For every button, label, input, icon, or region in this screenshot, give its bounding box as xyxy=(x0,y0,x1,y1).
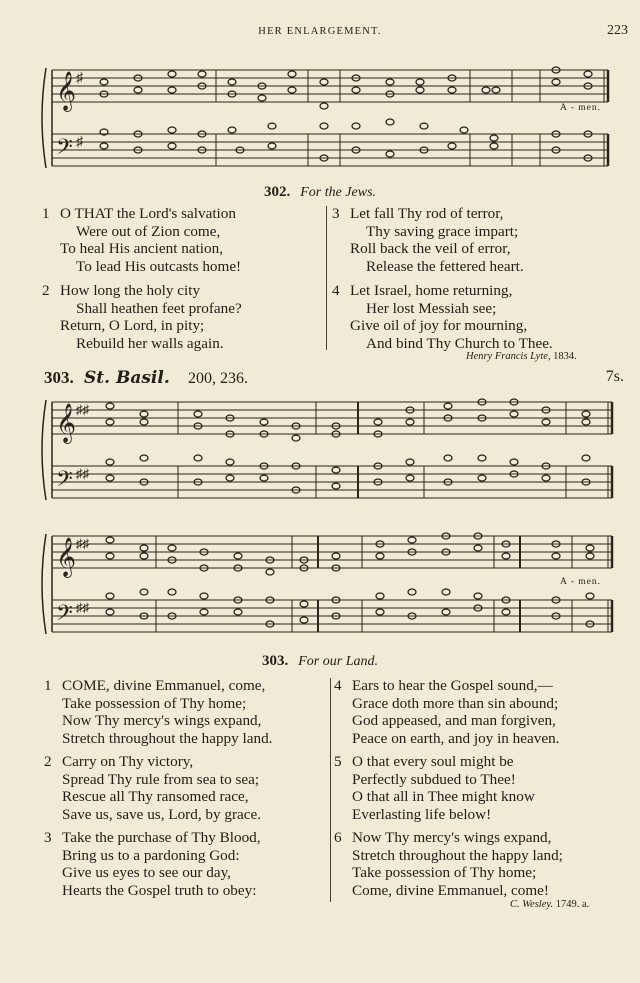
tune-header xyxy=(44,368,624,388)
column-divider xyxy=(326,206,327,350)
hymn-302-verse-3 xyxy=(332,205,524,275)
verse-number: 2 xyxy=(44,753,52,770)
svg-text:♯♯: ♯♯ xyxy=(76,466,89,481)
amen-label: A - men. xyxy=(560,103,601,113)
verse-line: Take possession of Thy home; xyxy=(352,864,537,881)
music-system-303-b xyxy=(0,526,640,642)
verse-line: Save us, save us, Lord, by grace. xyxy=(62,805,262,823)
verse-line: To lead His outcasts home! xyxy=(76,257,242,275)
hymn-303-attribution xyxy=(510,899,589,910)
music-system-302 xyxy=(0,62,640,172)
verse-line: Rescue all Thy ransomed race, xyxy=(62,788,249,805)
verse-line: Grace doth more than sin abound; xyxy=(352,694,559,712)
verse-line: Her lost Messiah see; xyxy=(366,299,497,317)
svg-text:♯: ♯ xyxy=(76,135,83,150)
verse-line: Release the fettered heart. xyxy=(366,257,524,275)
verse-line: Return, O Lord, in pity; xyxy=(60,317,205,334)
verse-line: Stretch throughout the happy land; xyxy=(352,846,563,864)
verse-line: Peace on earth, and joy in heaven. xyxy=(352,729,560,747)
svg-text:𝄞: 𝄞 xyxy=(56,71,77,111)
verse-line: Now Thy mercy's wings expand, xyxy=(62,712,262,729)
verse-line: Now Thy mercy's wings expand, xyxy=(352,829,552,846)
verse-line: God appeased, and man forgiven, xyxy=(352,712,556,729)
column-divider xyxy=(330,678,331,902)
verse-line: How long the holy city xyxy=(60,282,201,299)
verse-line: O that every soul might be xyxy=(352,753,514,770)
verse-number: 2 xyxy=(42,282,50,299)
verse-line: Take possession of Thy home; xyxy=(62,694,247,712)
svg-text:𝄢: 𝄢 xyxy=(56,135,73,165)
hymn-303-verse-2 xyxy=(44,753,262,823)
verse-line: Hearts the Gospel truth to obey: xyxy=(62,881,257,899)
verse-number: 6 xyxy=(334,829,342,846)
verse-line: Rebuild her walls again. xyxy=(76,334,224,352)
verse-line: Were out of Zion come, xyxy=(76,222,221,240)
verse-number: 1 xyxy=(42,205,50,222)
svg-text:♯♯: ♯♯ xyxy=(76,536,89,551)
verse-line: Take the purchase of Thy Blood, xyxy=(62,829,261,846)
verse-line: Bring us to a pardoning God: xyxy=(62,846,240,864)
author: C. Wesley. xyxy=(510,899,554,910)
verse-line: O that all in Thee might know xyxy=(352,788,535,805)
page-number: 223 xyxy=(607,23,628,38)
verse-line: Stretch throughout the happy land. xyxy=(62,729,273,747)
hymn-303-verse-3 xyxy=(44,829,261,899)
verse-number: 4 xyxy=(332,282,340,299)
hymn-303-number: 303. xyxy=(262,653,289,669)
verse-number: 3 xyxy=(332,205,340,222)
hymn-302-number: 302. xyxy=(263,184,291,200)
verse-line: Ears to hear the Gospel sound,— xyxy=(352,677,553,694)
verse-line: Give oil of joy for mourning, xyxy=(350,317,528,334)
verse-line: COME, divine Emmanuel, come, xyxy=(62,677,266,694)
svg-text:♯♯: ♯♯ xyxy=(76,402,89,417)
verse-line: Spread Thy rule from sea to sea; xyxy=(62,770,260,788)
hymn-302-verse-2 xyxy=(42,282,242,352)
running-head: HER ENLARGEMENT. xyxy=(258,26,382,37)
hymn-302-title: For the Jews. xyxy=(300,185,377,200)
music-system-303-a xyxy=(0,392,640,508)
verse-line: Perfectly subdued to Thee! xyxy=(352,770,516,788)
verse-line: Come, divine Emmanuel, come! xyxy=(352,881,549,899)
hymn-302-attribution xyxy=(466,351,577,362)
verse-line: Everlasting life below! xyxy=(352,805,492,823)
verse-line: Let Israel, home returning, xyxy=(350,282,513,299)
verse-line: And bind Thy Church to Thee. xyxy=(366,334,553,352)
tune-name: St. Basil. xyxy=(84,368,170,388)
verse-number: 4 xyxy=(334,677,342,694)
verse-line: O THAT the Lord's salvation xyxy=(60,205,236,222)
verse-line: Carry on Thy victory, xyxy=(62,753,194,770)
verse-line: Give us eyes to see our day, xyxy=(62,864,231,881)
tune-references: 200, 236. xyxy=(188,370,249,387)
year: 1749. a. xyxy=(555,899,590,910)
svg-text:𝄢: 𝄢 xyxy=(56,467,73,497)
svg-text:♯♯: ♯♯ xyxy=(76,600,89,615)
verse-line: To heal His ancient nation, xyxy=(60,240,223,257)
verse-number: 1 xyxy=(44,677,52,694)
svg-text:𝄞: 𝄞 xyxy=(56,537,77,577)
hymn-303-heading xyxy=(0,653,640,670)
tune-meter: 7s. xyxy=(605,368,624,385)
hymn-303-verse-6 xyxy=(334,829,563,899)
hymn-302-verse-1 xyxy=(42,205,242,275)
hymn-303-verse-4 xyxy=(334,677,560,747)
author: Henry Francis Lyte, xyxy=(466,351,551,362)
year: 1834. xyxy=(553,351,577,362)
tune-number: 303. xyxy=(44,368,74,387)
amen-label: A - men. xyxy=(560,577,601,587)
hymn-302-verse-4 xyxy=(332,282,553,352)
verse-number: 3 xyxy=(44,829,52,846)
hymn-303-verse-1 xyxy=(44,677,273,747)
hymn-303-title: For our Land. xyxy=(298,654,378,669)
verse-number: 5 xyxy=(334,753,342,770)
verse-line: Shall heathen feet profane? xyxy=(76,299,242,317)
svg-text:♯: ♯ xyxy=(76,71,83,86)
svg-text:𝄞: 𝄞 xyxy=(56,403,77,443)
svg-text:𝄢: 𝄢 xyxy=(56,601,73,631)
hymn-302-heading xyxy=(0,184,640,201)
verse-line: Roll back the veil of error, xyxy=(350,240,511,257)
hymn-303-verse-5 xyxy=(334,753,535,823)
verse-line: Thy saving grace impart; xyxy=(366,222,519,240)
verse-line: Let fall Thy rod of terror, xyxy=(350,205,504,222)
